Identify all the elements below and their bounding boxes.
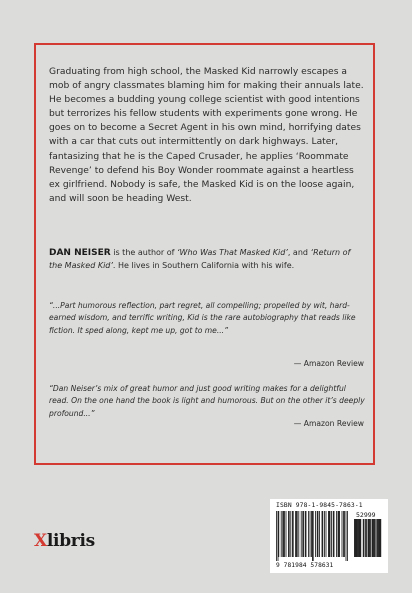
barcode-addon-bar	[372, 519, 373, 557]
barcode-addon-bar	[372, 519, 373, 557]
barcode-bar	[343, 511, 344, 557]
publisher-logo-x: X	[34, 531, 47, 551]
barcode-bar	[313, 511, 314, 561]
barcode-bar	[344, 511, 345, 557]
barcode-addon-bar	[380, 519, 381, 557]
barcode-addon-bar	[364, 519, 365, 557]
barcode-bar	[278, 511, 279, 561]
barcode-bar	[346, 511, 347, 561]
book-blurb: Graduating from high school, the Masked Kid narrowly escapes a mob of angry classmates blaming him for making their annuals late. He becomes a budding young college scientist with good intentions but terrorizes his fellow students with experiments gone wrong. He goes on to become a Secret Agent in his own mind, horrifying dates with a car that cuts out intermittently on dark highways. Later, fantasizing that he is the Caped Crusader, he applies ‘Roommate Revenge’ to defend his Boy Wonder roommate against a heartless ex girlfriend. Nobody is safe, the Masked Kid is on the loose again, and will soon be heading West.	[49, 67, 364, 204]
barcode-addon-bar	[380, 519, 381, 557]
barcode-bar	[301, 511, 302, 557]
barcode-bar	[290, 511, 291, 557]
barcode-bar	[317, 511, 318, 557]
barcode-bar	[302, 511, 303, 557]
barcode-bar	[288, 511, 289, 557]
barcode-bar	[296, 511, 297, 557]
barcode-bar	[339, 511, 340, 557]
barcode-bar	[295, 511, 296, 557]
barcode-addon-bar	[356, 519, 357, 557]
barcode-bar	[319, 511, 320, 557]
barcode-bar	[329, 511, 330, 557]
barcode-addon-bar	[358, 519, 359, 557]
barcode-bar	[289, 511, 290, 557]
book-title-1: ‘Who Was That Masked Kid’	[177, 248, 288, 257]
barcode-bar	[330, 511, 331, 557]
publisher-logo	[34, 531, 95, 551]
barcode-addon-bar	[355, 519, 356, 557]
book-title-2: ‘Return of the Masked Kid’	[49, 248, 351, 270]
barcode-bar	[331, 511, 332, 557]
barcode-addon-bar	[375, 519, 376, 557]
barcode-addon-bar	[354, 519, 355, 557]
barcode-bar	[293, 511, 294, 557]
barcode-bar	[311, 511, 312, 557]
review-attribution-1: — Amazon Review	[293, 359, 364, 368]
barcode-bar	[322, 511, 323, 557]
barcode-bar	[328, 511, 329, 557]
barcode-addon-bar	[374, 519, 375, 557]
barcode-bar	[347, 511, 348, 561]
barcode-addon-bar	[360, 519, 361, 557]
barcode-bar	[333, 511, 334, 557]
price-code: 52999	[356, 511, 376, 519]
barcode-addon-bar	[359, 519, 360, 557]
barcode-bar	[322, 511, 323, 557]
barcode-bar	[338, 511, 339, 557]
barcode-addon-bar	[368, 519, 369, 557]
barcode-bar	[297, 511, 298, 557]
isbn-text: ISBN 978-1-9845-7863-1	[276, 502, 363, 509]
barcode-bar	[342, 511, 343, 557]
author-bio	[49, 247, 365, 272]
barcode-bar	[315, 511, 316, 557]
barcode-bar	[286, 511, 287, 557]
barcode-addon-bar	[378, 519, 379, 557]
barcode-bar	[276, 511, 277, 561]
barcode-addon-bar	[366, 519, 367, 557]
barcode-bar	[292, 511, 293, 557]
barcode-bar	[306, 511, 307, 557]
publisher-logo-text: libris	[46, 531, 95, 551]
barcode-bar	[336, 511, 337, 557]
bio-text-1: is the author of	[110, 248, 178, 257]
barcode-addon-bar	[363, 519, 364, 557]
barcode-bar	[312, 511, 313, 561]
review-attribution-2: — Amazon Review	[293, 419, 364, 428]
barcode-addon-bar	[373, 519, 374, 557]
barcode-addon-bar	[376, 519, 377, 557]
barcode-bar	[278, 511, 279, 557]
barcode-graphic	[276, 511, 382, 561]
barcode-bar	[324, 511, 325, 557]
barcode-bar	[282, 511, 283, 557]
barcode-addon-bar	[377, 519, 378, 557]
barcode-addon-bar	[357, 519, 358, 557]
review-quote-1: “...Part humorous reflection, part regret, all compelling; propelled by wit, hard-earned wisdom, and terrific writing, Kid is the rare autobiography that reads like fiction. It sped along, kept me up, got to me...”	[49, 301, 356, 335]
review-quote-2: “Dan Neiser’s mix of great humor and just good writing makes for a delightful read. On the one hand the book is light and humorous. But on the other it’s deeply profound...”	[49, 384, 365, 418]
barcode-addon-bar	[370, 519, 371, 557]
barcode-addon-bar	[368, 519, 369, 557]
barcode-bar	[303, 511, 304, 557]
author-name: DAN NEISER	[49, 248, 111, 258]
barcode-addon-bar	[369, 519, 370, 557]
barcode-addon-bar	[379, 519, 380, 557]
barcode-bar	[318, 511, 319, 557]
barcode-bar	[281, 511, 282, 557]
barcode-bar	[310, 511, 311, 557]
barcode-bar	[326, 511, 327, 557]
barcode-bar	[334, 511, 335, 557]
barcode-bar	[338, 511, 339, 557]
barcode-bar	[284, 511, 285, 557]
barcode-bar	[283, 511, 284, 557]
bio-text-2: , and	[287, 248, 311, 257]
barcode-addon-bar	[365, 519, 366, 557]
barcode-addon-bar	[356, 519, 357, 557]
barcode-bar	[305, 511, 306, 557]
barcode-addon-bar	[360, 519, 361, 557]
ean-digits: 9 781984 578631	[276, 562, 334, 569]
barcode-bar	[298, 511, 299, 557]
barcode-bar	[308, 511, 309, 557]
bio-text-3: . He lives in Southern California with his wife.	[112, 260, 295, 270]
